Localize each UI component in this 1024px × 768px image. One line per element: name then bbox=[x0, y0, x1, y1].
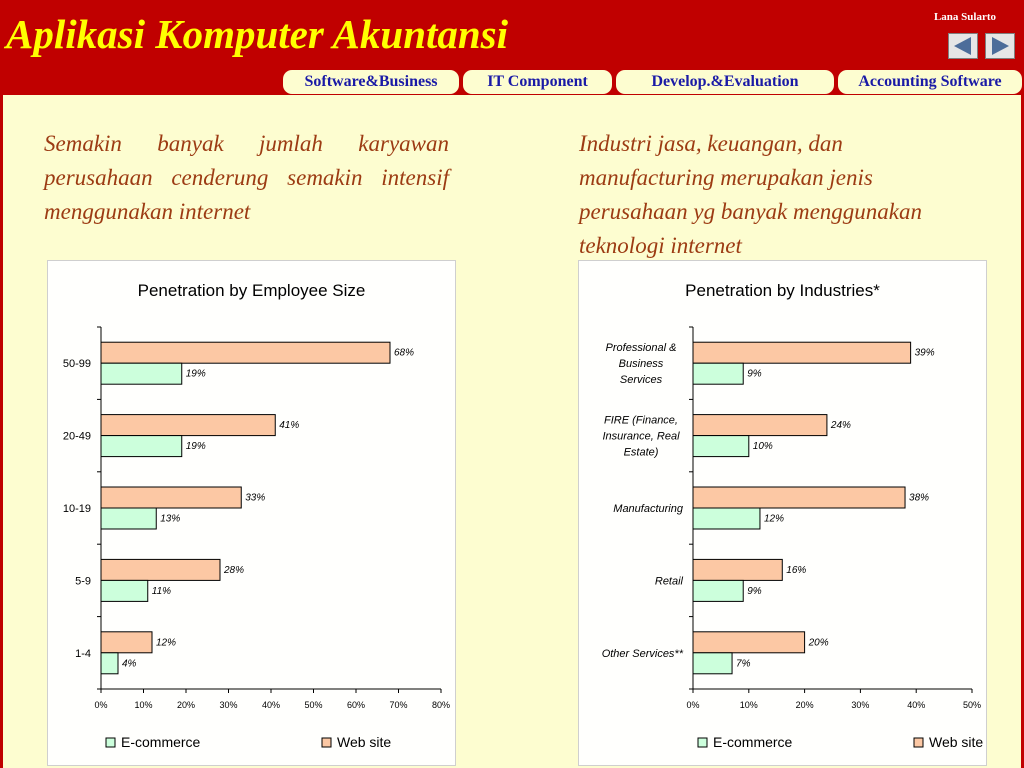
web-site-bar bbox=[101, 559, 220, 580]
x-tick-label: 60% bbox=[346, 700, 366, 710]
legend-label: E-commerce bbox=[121, 734, 201, 750]
legend-swatch bbox=[106, 738, 115, 747]
web-site-bar bbox=[693, 415, 827, 436]
category-label: Professional & Business Services bbox=[605, 342, 677, 387]
x-tick-label: 10% bbox=[739, 700, 758, 710]
x-tick-label: 50% bbox=[304, 700, 323, 710]
web-site-value-label: 39% bbox=[914, 347, 935, 359]
web-site-value-label: 68% bbox=[394, 347, 415, 359]
web-site-value-label: 24% bbox=[830, 420, 851, 432]
e-commerce-value-label: 12% bbox=[763, 513, 784, 525]
x-tick-label: 0% bbox=[94, 700, 108, 710]
web-site-bar bbox=[101, 415, 275, 436]
legend-swatch bbox=[322, 738, 331, 747]
e-commerce-value-label: 19% bbox=[185, 441, 206, 453]
x-tick-label: 0% bbox=[686, 700, 700, 710]
e-commerce-bar bbox=[693, 508, 760, 529]
web-site-bar bbox=[101, 487, 241, 508]
e-commerce-bar bbox=[101, 436, 182, 457]
category-label: Manufacturing bbox=[613, 503, 683, 515]
legend-label: E-commerce bbox=[713, 734, 793, 750]
web-site-bar bbox=[693, 487, 905, 508]
legend-swatch bbox=[698, 738, 707, 747]
web-site-value-label: 41% bbox=[279, 420, 300, 432]
e-commerce-bar bbox=[101, 363, 182, 384]
web-site-value-label: 16% bbox=[786, 564, 807, 576]
x-tick-label: 30% bbox=[219, 700, 238, 710]
employee-size-chart bbox=[47, 260, 456, 766]
employee-size-chart-plot bbox=[48, 261, 455, 765]
e-commerce-bar bbox=[101, 653, 118, 674]
category-label: 20-49 bbox=[62, 430, 91, 443]
previous-slide-button[interactable] bbox=[948, 33, 978, 59]
e-commerce-value-label: 11% bbox=[151, 585, 172, 597]
industries-chart-plot bbox=[579, 261, 986, 765]
e-commerce-value-label: 4% bbox=[122, 658, 137, 670]
tab-accounting-software[interactable]: Accounting Software bbox=[838, 70, 1022, 94]
web-site-bar bbox=[693, 632, 805, 653]
frame-left bbox=[0, 95, 3, 768]
e-commerce-value-label: 9% bbox=[747, 585, 762, 597]
category-label: Retail bbox=[654, 575, 683, 588]
legend-swatch bbox=[914, 738, 923, 747]
web-site-value-label: 12% bbox=[156, 637, 177, 649]
tab-it-component[interactable]: IT Component bbox=[463, 70, 612, 94]
tab-develop-evaluation[interactable]: Develop.&Evaluation bbox=[616, 70, 834, 94]
x-tick-label: 20% bbox=[176, 700, 196, 710]
page-title: Aplikasi Komputer Akuntansi bbox=[6, 11, 509, 57]
x-tick-label: 10% bbox=[134, 700, 153, 710]
category-label: 10-19 bbox=[62, 503, 91, 515]
e-commerce-value-label: 7% bbox=[736, 658, 751, 670]
web-site-value-label: 33% bbox=[245, 492, 266, 504]
tab-software-business[interactable]: Software&Business bbox=[283, 70, 459, 94]
web-site-value-label: 38% bbox=[909, 492, 930, 504]
x-tick-label: 30% bbox=[851, 700, 870, 710]
web-site-bar bbox=[693, 559, 782, 580]
e-commerce-value-label: 13% bbox=[160, 513, 181, 525]
triangle-left-icon bbox=[949, 34, 977, 58]
web-site-bar bbox=[101, 632, 152, 653]
triangle-right-icon bbox=[986, 34, 1014, 58]
category-label: FIRE (Finance, Insurance, Real Estate) bbox=[602, 414, 680, 459]
x-tick-label: 70% bbox=[389, 700, 408, 710]
e-commerce-bar bbox=[693, 653, 732, 674]
left-paragraph: Semakin banyak jumlah karyawan perusahaan cenderung semakin intensif menggunakan internet bbox=[44, 131, 449, 224]
web-site-bar bbox=[101, 342, 390, 363]
e-commerce-bar bbox=[693, 363, 743, 384]
right-paragraph: Industri jasa, keuangan, dan manufacturing merupakan jenis perusahaan yg banyak menggunakan teknologi internet bbox=[579, 131, 923, 258]
e-commerce-value-label: 10% bbox=[752, 441, 773, 453]
web-site-value-label: 20% bbox=[808, 637, 829, 649]
category-label: 1-4 bbox=[75, 647, 91, 660]
x-tick-label: 40% bbox=[907, 700, 926, 710]
web-site-value-label: 28% bbox=[224, 564, 245, 576]
x-tick-label: 20% bbox=[795, 700, 814, 710]
e-commerce-bar bbox=[693, 580, 743, 601]
e-commerce-value-label: 9% bbox=[747, 368, 762, 380]
legend-label: Web site bbox=[337, 734, 392, 750]
category-label: Other Services** bbox=[601, 647, 683, 660]
category-label: 50-99 bbox=[62, 358, 91, 371]
e-commerce-bar bbox=[101, 580, 148, 601]
chart-title: Penetration by Industries* bbox=[685, 281, 880, 300]
category-label: 5-9 bbox=[75, 575, 91, 588]
x-tick-label: 40% bbox=[261, 700, 281, 710]
next-slide-button[interactable] bbox=[985, 33, 1015, 59]
industries-chart bbox=[578, 260, 987, 766]
web-site-bar bbox=[693, 342, 911, 363]
e-commerce-value-label: 19% bbox=[185, 368, 206, 380]
author-name: Lana Sularto bbox=[933, 11, 996, 23]
e-commerce-bar bbox=[101, 508, 156, 529]
x-tick-label: 80% bbox=[431, 700, 451, 710]
chart-title: Penetration by Employee Size bbox=[137, 281, 366, 300]
x-tick-label: 50% bbox=[962, 700, 982, 710]
e-commerce-bar bbox=[693, 436, 749, 457]
legend-label: Web site bbox=[929, 734, 984, 750]
